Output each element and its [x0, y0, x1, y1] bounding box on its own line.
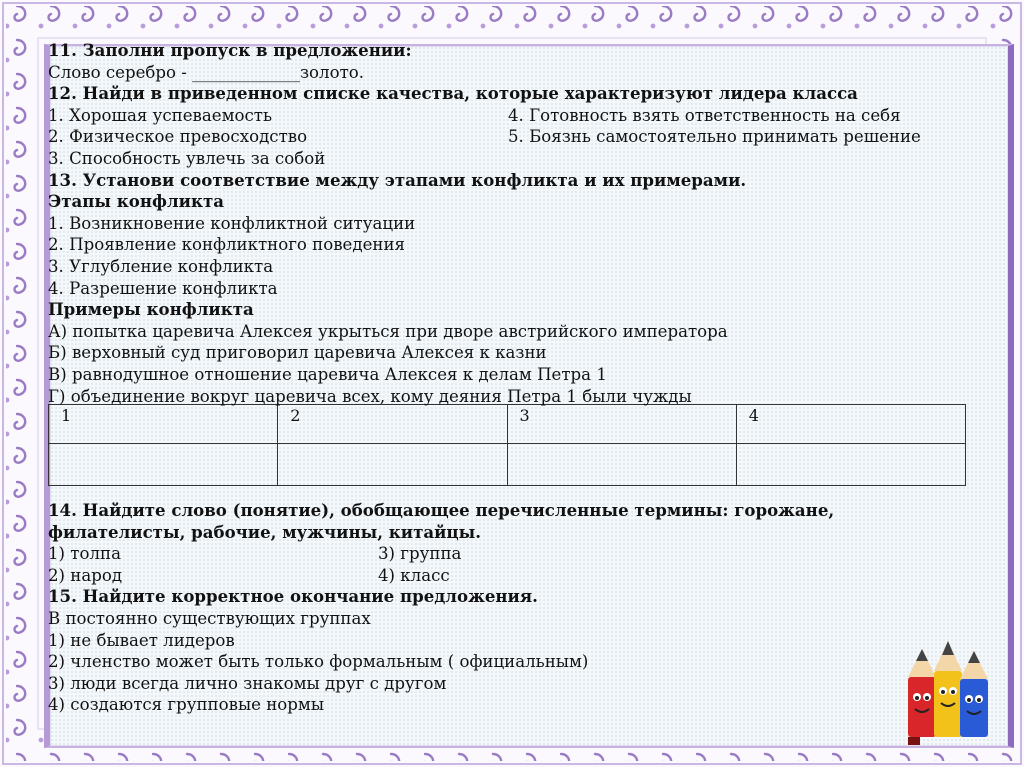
q14-row-2: [48, 565, 978, 587]
q12-item-2: 2. Физическое превосходство: [48, 127, 308, 147]
q13-stages-heading: Этапы конфликта: [48, 191, 224, 212]
q15-option-3: 3) люди всегда лично знакомы друг с другом: [48, 673, 447, 693]
q12-item-1: 1. Хорошая успеваемость: [48, 105, 272, 125]
q13-example-b: Б) верховный суд приговорил царевича Алексея к казни: [48, 343, 547, 363]
answer-header-3: 3: [507, 405, 736, 444]
q15-option-4: 4) создаются групповые нормы: [48, 695, 325, 715]
answer-header-2: 2: [278, 405, 507, 444]
q12-item-4: 4. Готовность взять ответственность на себя: [508, 105, 901, 125]
q13-example-a: А) попытка царевича Алексея укрыться при дворе австрийского императора: [48, 321, 728, 341]
answer-header-4: 4: [736, 405, 965, 444]
q14-option-2: 2) народ: [48, 565, 123, 585]
answer-cell-4[interactable]: [736, 444, 965, 486]
answer-cell-2[interactable]: [278, 444, 507, 486]
answer-header-1: 1: [49, 405, 278, 444]
pencils-mascot-icon: [892, 637, 1002, 747]
blue-pencil-icon: [960, 651, 988, 737]
q13-stage-1: 1. Возникновение конфликтной ситуации: [48, 213, 416, 233]
q13-title: 13. Установи соответствие между этапами конфликта и их примерами.: [48, 169, 747, 190]
yellow-pencil-icon: [934, 641, 962, 737]
answer-cell-3[interactable]: [507, 444, 736, 486]
q13-stage-2: 2. Проявление конфликтного поведения: [48, 235, 405, 255]
q13-stage-3: 3. Углубление конфликта: [48, 256, 274, 276]
q15-option-2: 2) членство может быть только формальным ( официальным): [48, 652, 589, 672]
answer-table: [48, 404, 966, 486]
q11-title: 11. Заполни пропуск в предложении:: [48, 40, 412, 60]
q13-example-g: Г) объединение вокруг царевича всех, кому деяния Петра 1 были чужды: [48, 386, 692, 406]
q15-title: 15. Найдите корректное окончание предложения.: [48, 586, 538, 607]
q14-option-3: 3) группа: [378, 544, 462, 564]
q14-row-1: [48, 543, 978, 565]
q12-row-2: [48, 126, 978, 148]
q14-title-line1: 14. Найдите слово (понятие), обобщающее перечисленные термины: горожане,: [48, 500, 835, 521]
answer-table-header-row: [49, 405, 966, 444]
q11-sentence: Слово серебро - _____________золото.: [48, 62, 365, 82]
answer-cell-1[interactable]: [49, 444, 278, 486]
q15-stem: В постоянно существующих группах: [48, 609, 371, 629]
q12-title: 12. Найди в приведенном списке качества, которые характеризуют лидера класса: [48, 83, 858, 104]
q12-item-5: 5. Боязнь самостоятельно принимать решение: [508, 127, 921, 147]
q14-title-line2: филателисты, рабочие, мужчины, китайцы.: [48, 521, 482, 542]
q14-option-1: 1) толпа: [48, 544, 121, 564]
q15-option-1: 1) не бывает лидеров: [48, 630, 235, 650]
worksheet: [48, 40, 978, 716]
q13-examples-heading: Примеры конфликта: [48, 299, 254, 320]
q13-stage-4: 4. Разрешение конфликта: [48, 278, 278, 298]
q12-item-3: 3. Способность увлечь за собой: [48, 148, 326, 168]
q12-row-1: [48, 105, 978, 127]
red-pencil-icon: [908, 649, 936, 745]
q14-option-4: 4) класс: [378, 565, 450, 585]
answer-table-input-row: [49, 444, 966, 486]
q13-example-v: В) равнодушное отношение царевича Алексея к делам Петра 1: [48, 364, 607, 384]
